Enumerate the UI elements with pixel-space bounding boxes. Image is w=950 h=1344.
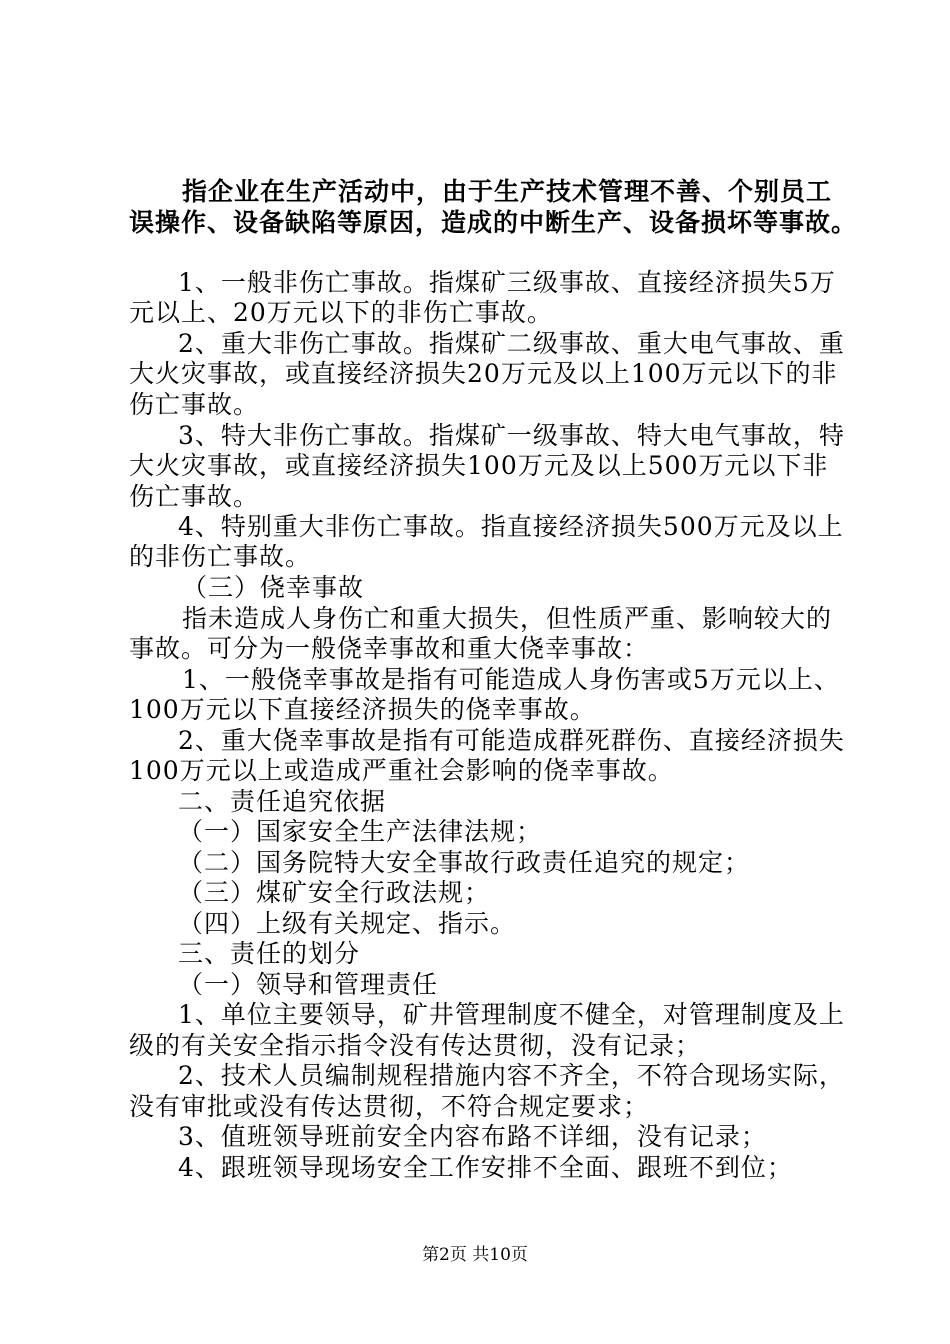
paragraph-line: 100万元以上或造成严重社会影响的侥幸事故。 bbox=[129, 756, 674, 785]
paragraph-line: 指未造成人身伤亡和重大损失，但性质严重、影响较大的 bbox=[182, 604, 833, 633]
paragraph-line: 误操作、设备缺陷等原因，造成的中断生产、设备损坏等事故。 bbox=[129, 208, 858, 237]
paragraph-line: 1、一般非伤亡事故。指煤矿三级事故、直接经济损失5万 bbox=[178, 268, 836, 297]
list-item: （一）国家安全生产法律法规； bbox=[178, 817, 543, 846]
paragraph-line: 3、值班领导班前安全内容布路不详细，没有记录； bbox=[178, 1122, 767, 1151]
page-number-footer: 第2页 共10页 bbox=[422, 1245, 528, 1265]
paragraph-line: 1、一般侥幸事故是指有可能造成人身伤害或5万元以上、 bbox=[182, 665, 840, 694]
paragraph-line: 没有审批或没有传达贯彻，不符合规定要求； bbox=[129, 1092, 650, 1121]
list-item: （二）国务院特大安全事故行政责任追究的规定； bbox=[178, 848, 751, 877]
paragraph-line: 大火灾事故，或直接经济损失100万元及以上500万元以下非 bbox=[129, 451, 829, 480]
paragraph-line: 2、技术人员编制规程措施内容不齐全，不符合现场实际， bbox=[178, 1061, 845, 1090]
section-heading: 三、责任的划分 bbox=[178, 939, 361, 968]
paragraph-line: 的非伤亡事故。 bbox=[129, 542, 312, 571]
list-item: （四）上级有关规定、指示。 bbox=[178, 909, 517, 938]
section-heading: （一）领导和管理责任 bbox=[178, 970, 439, 999]
paragraph-line: 事故。可分为一般侥幸事故和重大侥幸事故： bbox=[129, 634, 650, 663]
section-heading: 二、责任追究依据 bbox=[178, 787, 387, 816]
paragraph-line: 伤亡事故。 bbox=[129, 390, 260, 419]
paragraph-line: 3、特大非伤亡事故。指煤矿一级事故、特大电气事故，特 bbox=[178, 421, 845, 450]
paragraph-line: 大火灾事故，或直接经济损失20万元及以上100万元以下的非 bbox=[129, 359, 838, 388]
paragraph-line: 元以上、20万元以下的非伤亡事故。 bbox=[129, 298, 553, 327]
paragraph-line: 级的有关安全指示指令没有传达贯彻，没有记录； bbox=[129, 1031, 702, 1060]
paragraph-line: 2、重大非伤亡事故。指煤矿二级事故、重大电气事故、重 bbox=[178, 329, 845, 358]
paragraph-line: 2、重大侥幸事故是指有可能造成群死群伤、直接经济损失 bbox=[178, 726, 845, 755]
paragraph-line: 指企业在生产活动中，由于生产技术管理不善、个别员工 bbox=[182, 177, 833, 206]
paragraph-line: 伤亡事故。 bbox=[129, 482, 260, 511]
paragraph-line: 1、单位主要领导，矿井管理制度不健全，对管理制度及上 bbox=[178, 1000, 845, 1029]
paragraph-line: 100万元以下直接经济损失的侥幸事故。 bbox=[129, 695, 596, 724]
paragraph-line: 4、跟班领导现场安全工作安排不全面、跟班不到位； bbox=[178, 1153, 793, 1182]
section-heading: （三）侥幸事故 bbox=[182, 573, 365, 602]
list-item: （三）煤矿安全行政法规； bbox=[178, 878, 491, 907]
paragraph-line: 4、特别重大非伤亡事故。指直接经济损失500万元及以上 bbox=[178, 512, 844, 541]
